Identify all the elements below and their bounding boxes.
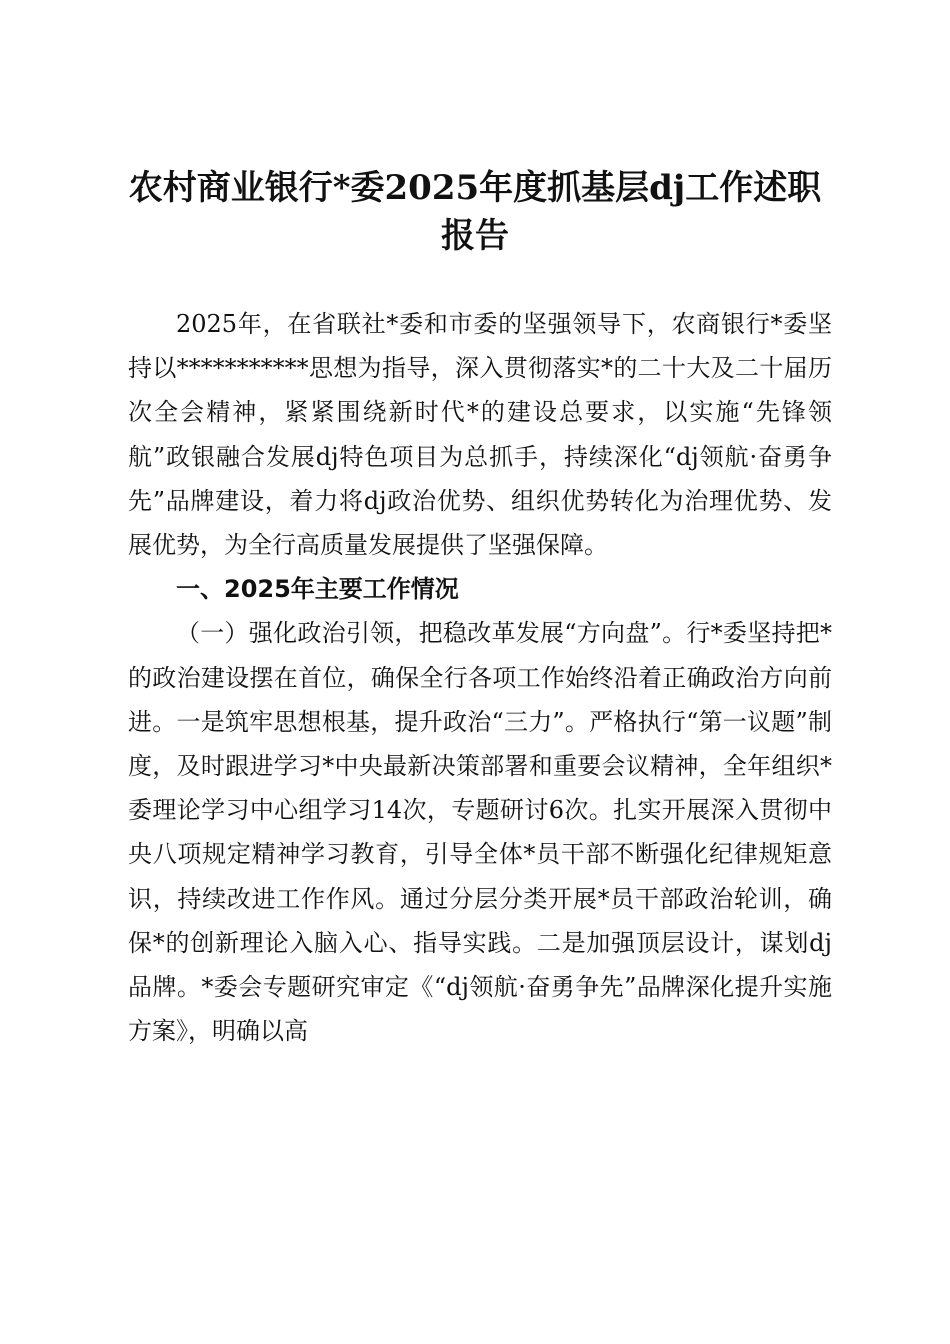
document-body [128, 302, 832, 1053]
section-heading: 一、2025年主要工作情况 [176, 575, 459, 604]
intro-paragraph: 2025年，在省联社*委和市委的坚强领导下，农商银行*委坚持以***********思想为指导，深入贯彻落实*的二十大及二十届历次全会精神，紧紧围绕新时代*的建设总要求，以实施“先锋领航”政银融合发展dj特色项目为总抓手，持续深化“dj领航·奋勇争先”品牌建设，着力将dj政治优势、组织优势转化为治理优势、发展优势，为全行高质量发展提供了坚强保障。 [128, 310, 832, 560]
subsection-paragraph: （一）强化政治引领，把稳改革发展“方向盘”。行*委坚持把*的政治建设摆在首位，确保全行各项工作始终沿着正确政治方向前进。一是筑牢思想根基，提升政治“三力”。严格执行“第一议题”制度，及时跟进学习*中央最新决策部署和重要会议精神，全年组织*委理论学习中心组学习14次，专题研讨6次。扎实开展深入贯彻中央八项规定精神学习教育，引导全体*员干部不断强化纪律规矩意识，持续改进工作作风。通过分层分类开展*员干部政治轮训，确保*的创新理论入脑入心、指导实践。二是加强顶层设计，谋划dj品牌。*委会专题研究审定《“dj领航·奋勇争先”品牌深化提升实施方案》，明确以高 [128, 619, 832, 1046]
document-title: 农村商业银行*委2025年度抓基层dj工作述职报告 [128, 168, 822, 256]
